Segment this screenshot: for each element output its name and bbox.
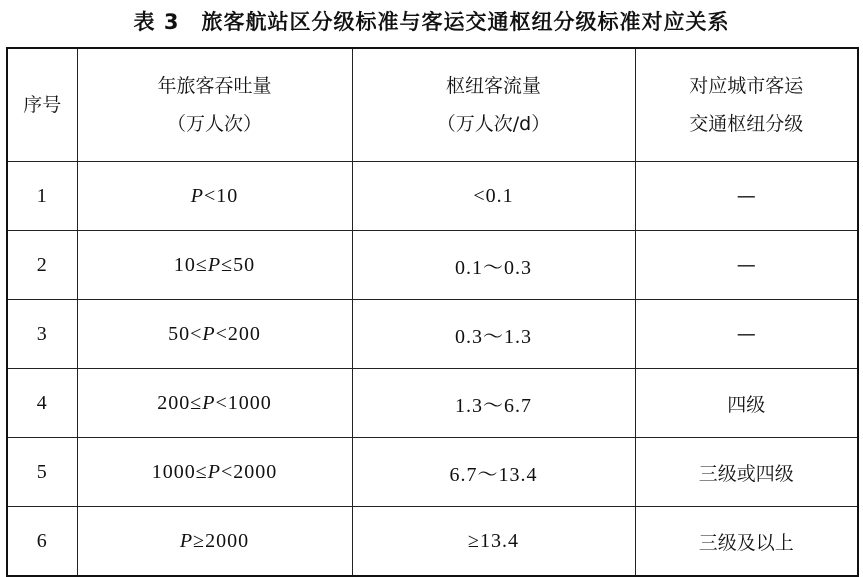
cell-annual: 10≤P≤50 — [77, 231, 352, 300]
cell-seq: 2 — [7, 231, 77, 300]
cell-level: — — [635, 300, 858, 369]
cell-level: 三级或四级 — [635, 438, 858, 507]
cell-seq: 1 — [7, 162, 77, 231]
cell-hub: ≥13.4 — [352, 507, 635, 577]
cell-seq: 3 — [7, 300, 77, 369]
correspondence-table — [6, 47, 859, 577]
cell-level: — — [635, 162, 858, 231]
cell-level: — — [635, 231, 858, 300]
header-row — [7, 48, 858, 162]
cell-seq: 6 — [7, 507, 77, 577]
table-row — [7, 438, 858, 507]
table-row — [7, 507, 858, 577]
cell-hub: 1.3～6.7 — [352, 369, 635, 438]
table-row — [7, 231, 858, 300]
table-row — [7, 369, 858, 438]
cell-level: 三级及以上 — [635, 507, 858, 577]
cell-annual: 1000≤P<2000 — [77, 438, 352, 507]
cell-seq: 4 — [7, 369, 77, 438]
cell-annual: P≥2000 — [77, 507, 352, 577]
table-title — [0, 4, 863, 40]
header-seq: 序号 — [7, 48, 77, 162]
cell-hub: <0.1 — [352, 162, 635, 231]
table-row — [7, 300, 858, 369]
table-row — [7, 162, 858, 231]
cell-annual: 200≤P<1000 — [77, 369, 352, 438]
header-annual-throughput: 年旅客吞吐量 （万人次） — [77, 48, 352, 162]
cell-hub: 6.7～13.4 — [352, 438, 635, 507]
table-number: 表 3 — [133, 10, 180, 34]
header-hub-level: 对应城市客运 交通枢纽分级 — [635, 48, 858, 162]
cell-level: 四级 — [635, 369, 858, 438]
cell-annual: P<10 — [77, 162, 352, 231]
cell-hub: 0.3～1.3 — [352, 300, 635, 369]
header-hub-flow: 枢纽客流量 （万人次/d） — [352, 48, 635, 162]
table-caption: 旅客航站区分级标准与客运交通枢纽分级标准对应关系 — [201, 10, 730, 34]
cell-seq: 5 — [7, 438, 77, 507]
cell-hub: 0.1～0.3 — [352, 231, 635, 300]
cell-annual: 50<P<200 — [77, 300, 352, 369]
